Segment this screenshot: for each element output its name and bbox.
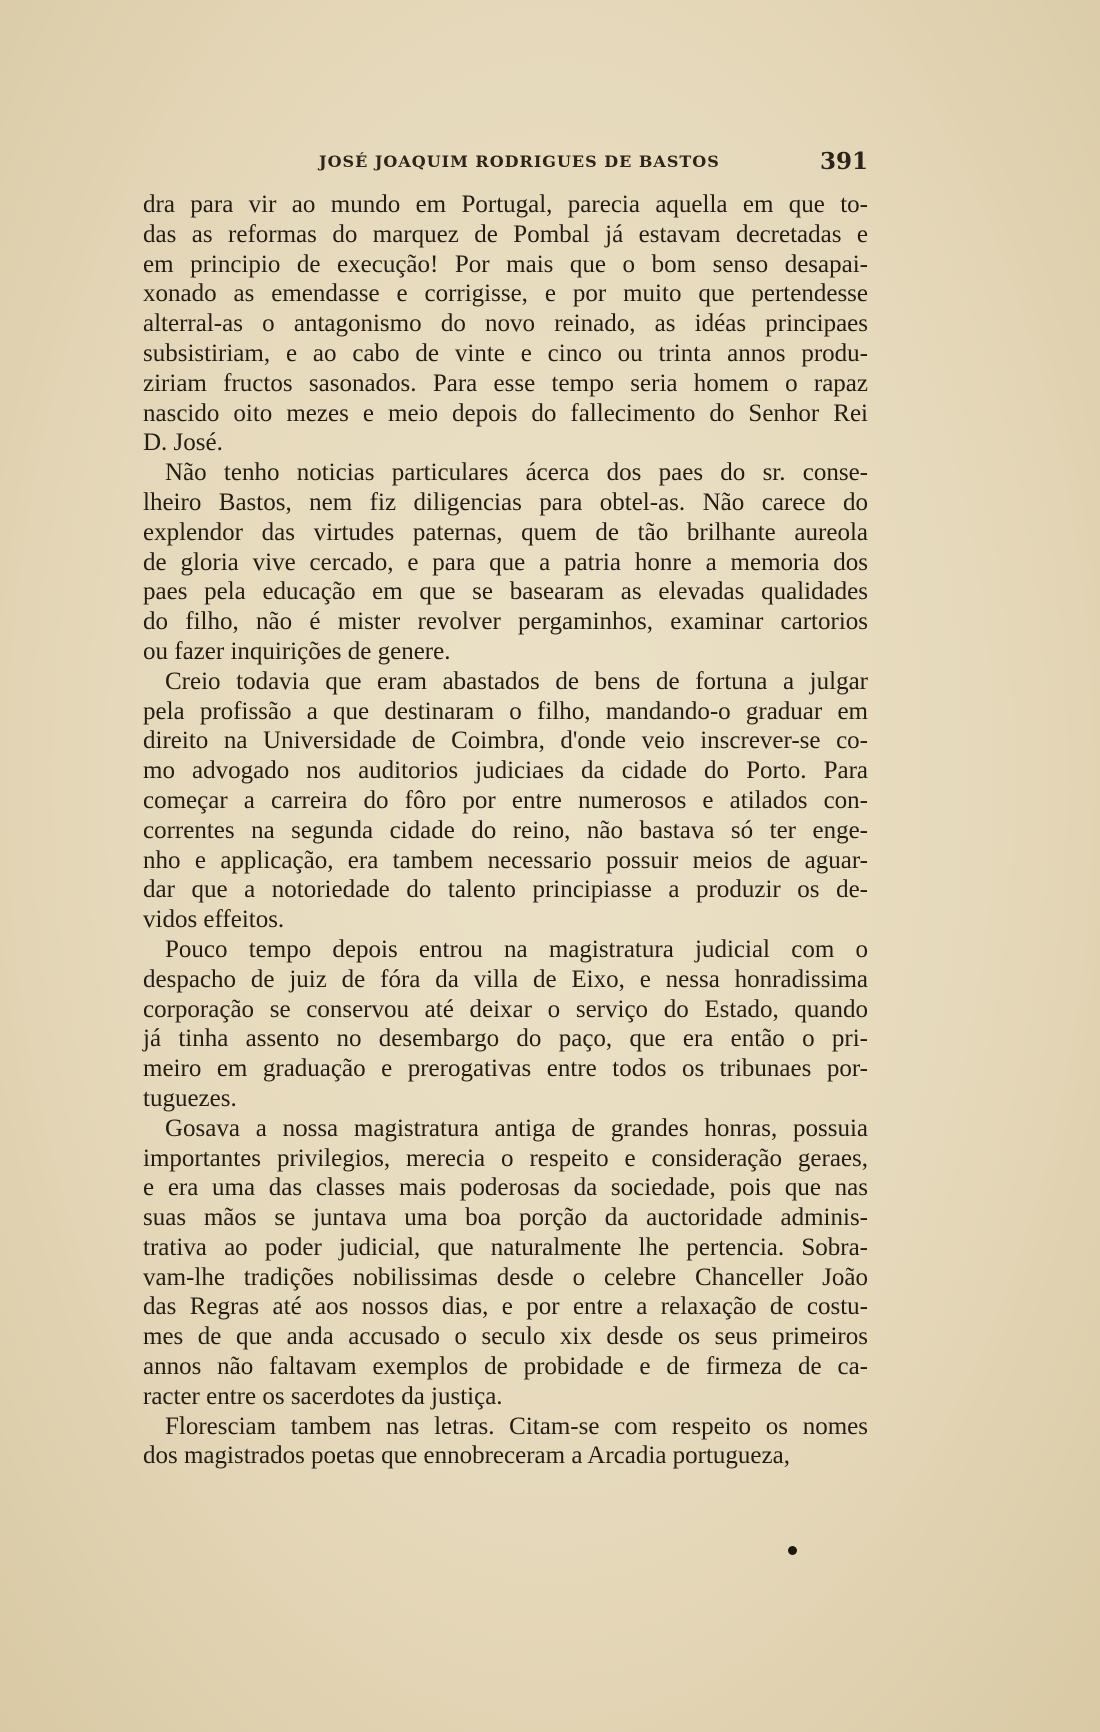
text-line: lheiro Bastos, nem fiz diligencias para obtel-as. Não carece do — [143, 488, 868, 516]
body-text — [143, 190, 868, 1471]
text-line: explendor das virtudes paternas, quem de tão brilhante aureola — [143, 518, 868, 546]
text-line: D. José. — [143, 429, 223, 457]
running-title: JOSÉ JOAQUIM RODRIGUES DE BASTOS — [319, 152, 720, 171]
text-line: já tinha assento no desembargo do paço, que era então o pri- — [143, 1025, 868, 1053]
text-line: mo advogado nos auditorios judiciaes da cidade do Porto. Para — [143, 757, 868, 785]
text-line: e era uma das classes mais poderosas da sociedade, pois que nas — [143, 1174, 868, 1202]
text-line: do filho, não é mister revolver pergaminhos, examinar cartorios — [143, 608, 868, 636]
text-line: racter entre os sacerdotes da justiça. — [143, 1382, 503, 1410]
ink-speck — [788, 1546, 797, 1555]
text-line: mes de que anda accusado o seculo xix desde os seus primeiros — [143, 1323, 868, 1351]
paragraph-first-line: Não tenho noticias particulares ácerca dos paes do sr. conse- — [165, 459, 868, 487]
text-line: dar que a notoriedade do talento principiasse a produzir os de- — [143, 876, 868, 904]
text-line: paes pela educação em que se basearam as elevadas qualidades — [143, 578, 868, 606]
paragraph-first-line: Creio todavia que eram abastados de bens de fortuna a julgar — [165, 667, 868, 695]
page-header — [143, 148, 868, 178]
text-line: xonado as emendasse e corrigisse, e por muito que pertendesse — [143, 280, 868, 308]
text-line: corporação se conservou até deixar o serviço do Estado, quando — [143, 995, 868, 1023]
text-line: meiro em graduação e prerogativas entre todos os tribunaes por- — [143, 1055, 868, 1083]
text-line: correntes na segunda cidade do reino, não bastava só ter enge- — [143, 816, 868, 844]
paragraph-first-line: Gosava a nossa magistratura antiga de grandes honras, possuia — [165, 1114, 868, 1142]
text-line: de gloria vive cercado, e para que a patria honre a memoria dos — [143, 548, 868, 576]
text-line: direito na Universidade de Coimbra, d'onde veio inscrever-se co- — [143, 727, 868, 755]
text-line: vidos effeitos. — [143, 906, 285, 934]
text-line: importantes privilegios, merecia o respeito e consideração geraes, — [143, 1144, 868, 1172]
paragraph-first-line: Pouco tempo depois entrou na magistratura judicial com o — [165, 935, 868, 963]
text-line: despacho de juiz de fóra da villa de Eixo, e nessa honradissima — [143, 965, 868, 993]
text-line: começar a carreira do fôro por entre numerosos e atilados con- — [143, 786, 868, 814]
paragraph-first-line: Floresciam tambem nas letras. Citam-se com respeito os nomes — [165, 1412, 868, 1440]
text-line: das as reformas do marquez de Pombal já estavam decretadas e — [143, 220, 868, 248]
text-line: vam-lhe tradições nobilissimas desde o celebre Chanceller João — [143, 1263, 868, 1291]
text-line: subsistiriam, e ao cabo de vinte e cinco ou trinta annos produ- — [143, 339, 868, 367]
text-line: pela profissão a que destinaram o filho, mandando-o graduar em — [143, 697, 868, 725]
page-number: 391 — [819, 148, 868, 175]
text-line: trativa ao poder judicial, que naturalmente lhe pertencia. Sobra- — [143, 1233, 868, 1261]
text-line: ziriam fructos sasonados. Para esse tempo seria homem o rapaz — [143, 369, 868, 397]
text-line: dra para vir ao mundo em Portugal, parecia aquella em que to- — [143, 191, 868, 218]
text-line: annos não faltavam exemplos de probidade e de firmeza de ca- — [143, 1353, 868, 1381]
text-line: suas mãos se juntava uma boa porção da auctoridade adminis- — [143, 1204, 868, 1232]
text-line: nascido oito mezes e meio depois do fallecimento do Senhor Rei — [143, 399, 868, 427]
text-line: tuguezes. — [143, 1084, 237, 1112]
text-line: nho e applicação, era tambem necessario possuir meios de aguar- — [143, 846, 868, 874]
text-line: em principio de execução! Por mais que o bom senso desapai- — [143, 250, 868, 278]
text-line: ou fazer inquirições de genere. — [143, 637, 451, 665]
text-line: dos magistrados poetas que ennobreceram a Arcadia portugueza, — [143, 1442, 790, 1470]
text-line: alterral-as o antagonismo do novo reinado, as idéas principaes — [143, 310, 868, 338]
text-line: das Regras até aos nossos dias, e por entre a relaxação de costu- — [143, 1293, 868, 1321]
